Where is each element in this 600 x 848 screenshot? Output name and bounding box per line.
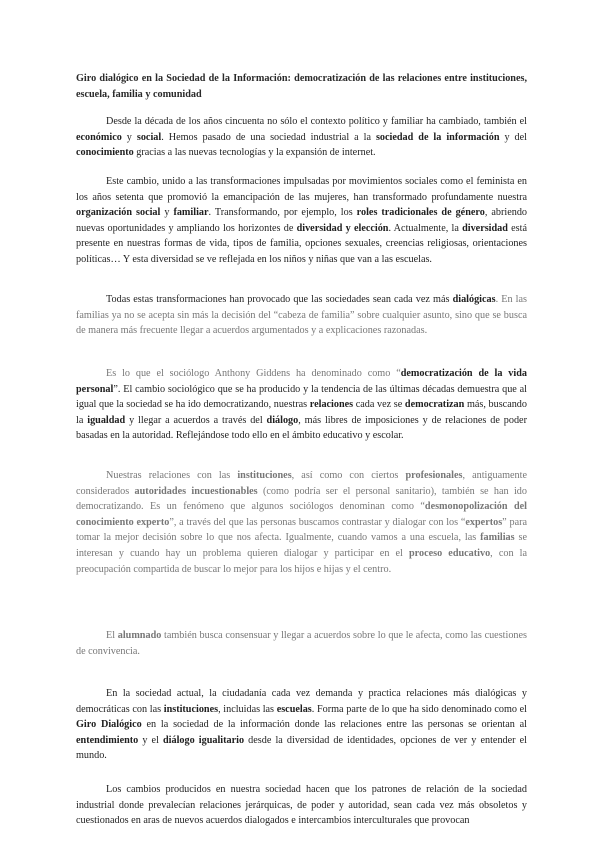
bold-text: entendimiento <box>76 734 139 746</box>
text-run: más, buscando la <box>76 399 527 426</box>
text-run: , así como con ciertos <box>291 470 406 481</box>
bold-text: diversidad y elección <box>296 222 389 234</box>
bold-text: profesionales <box>405 470 463 481</box>
text-run: , abriendo nuevas oportunidades y ampliando los horizontes de <box>76 207 528 234</box>
text-run: Es lo que el sociólogo Anthony Giddens ha denominado como “ <box>106 368 401 379</box>
text-run: gracias a las nuevas tecnologías y la expansión de internet. <box>133 147 376 159</box>
text-run: . Transformando, por ejemplo, los <box>208 207 357 219</box>
text-run: . En las familias ya no se acepta sin más la decisión del “cabeza de familia” sobre cualquier asunto, sino que se busca de manera más frecuente llegar a acuerdos argumentados y a explicaciones razonadas. <box>76 294 527 337</box>
paragraph-4 <box>76 366 527 444</box>
paragraph-3 <box>76 292 527 339</box>
document-title: Giro dialógico en la Sociedad de la Información: democratización de las relaciones entre instituciones, escuela, familia y comunidad <box>76 73 527 100</box>
bold-text: proceso educativo <box>408 547 491 559</box>
text-run: , con la preocupación compartida de buscar lo mejor para los hijos e hijas y el centro. <box>76 547 527 575</box>
text-run: ” para tomar la mejor decisión sobre lo que nos afecta. Igualmente, cuando vamos a una escuela, las <box>76 516 528 544</box>
text-run: se interesan y cuando hay un problema quieren dialogar y participar en el <box>76 532 527 559</box>
bold-text: conocimiento <box>76 147 134 159</box>
text-run: también busca consensuar y llegar a acuerdos sobre lo que le afecta, como las cuestiones de convivencia. <box>76 630 527 657</box>
text-run: El <box>106 630 118 641</box>
bold-text: instituciones <box>237 470 292 481</box>
bold-text: Giro Dialógico <box>76 719 142 731</box>
text-run: está presente en nuestras formas de vida, tipos de familia, opciones sexuales, creencias religiosas, orientaciones políticas… Y esta diversidad se ve reflejada en los niños y niñas que van a las escuelas. <box>76 222 527 265</box>
bold-text: sociedad de la información <box>375 131 500 143</box>
bold-text: social <box>136 131 162 143</box>
paragraph-6 <box>76 628 527 659</box>
paragraph-8 <box>76 782 527 829</box>
text-run: desde la diversidad de identidades, opciones de ver y entender el mundo. <box>76 734 527 762</box>
bold-text: democratizan <box>404 399 465 411</box>
text-run: ”, a través del que las personas buscamos contrastar y dialogar con los “ <box>169 516 466 528</box>
text-run: Todas estas transformaciones han provocado que las sociedades sean cada vez más <box>106 294 453 305</box>
bold-text: dialógicas <box>452 294 496 305</box>
bold-text: económico <box>76 131 122 143</box>
text-run: (como podría ser el personal sanitario), también se han ido democratizando. Es un fenómeno que algunos sociólogos denominan como “ <box>76 485 527 513</box>
text-run: y llegar a acuerdos a través del <box>125 414 267 426</box>
text-run: y el <box>138 734 163 746</box>
bold-text: democratización de la vida personal <box>76 368 527 395</box>
bold-text: organización social <box>76 207 161 219</box>
text-run: Nuestras relaciones con las <box>106 470 238 481</box>
text-run: Este cambio, unido a las transformaciones impulsadas por movimientos sociales como el feminista en los años setenta que promovió la emancipación de las mujeres, han transformado profundamente nuestra <box>76 176 527 203</box>
bold-text: diálogo <box>266 414 299 426</box>
text-run: Los cambios producidos en nuestra sociedad hacen que los patrones de relación de la sociedad industrial donde prevalecían relaciones jerárquicas, de poder y autoridad, sean cada vez más obsoletos y cuestionados en aras de nuevos acuerdos dialogados e intercambios interculturales que provocan <box>76 784 527 827</box>
text-run: y <box>160 207 174 219</box>
bold-text: autoridades incuestionables <box>134 485 258 497</box>
text-run: Desde la década de los años cincuenta no sólo el contexto político y familiar ha cambiado, también el <box>106 116 527 127</box>
document-page <box>76 60 528 827</box>
bold-text: escuelas <box>276 703 312 715</box>
text-run: cada vez se <box>353 399 405 411</box>
bold-text: expertos <box>465 516 503 528</box>
text-run: . Actualmente, la <box>388 222 463 234</box>
text-run: y del <box>499 131 528 143</box>
paragraph-2 <box>76 174 527 268</box>
bold-text: diálogo igualitario <box>163 734 245 746</box>
bold-text: familiar <box>173 207 209 219</box>
paragraph-5 <box>76 468 527 577</box>
text-run: En la sociedad actual, la ciudadanía cada vez demanda y practica relaciones más dialógicas y democráticas con las <box>76 688 527 715</box>
text-run: . Forma parte de lo que ha sido denominado como el <box>311 703 528 715</box>
bold-text: roles tradicionales de género <box>356 207 485 219</box>
text-run: en la sociedad de la información donde las relaciones entre las personas se orientan al <box>141 719 527 731</box>
bold-text: alumnado <box>117 630 162 641</box>
text-run: , incluidas las <box>218 703 277 715</box>
bold-text: relaciones <box>309 399 354 411</box>
text-run: . Hemos pasado de una sociedad industrial a la <box>161 131 376 143</box>
text-run: y <box>121 131 137 143</box>
bold-text: desmonopolización del conocimiento experto <box>76 501 527 528</box>
bold-text: instituciones <box>163 703 219 715</box>
bold-text: diversidad <box>462 222 508 234</box>
bold-text: familias <box>480 532 515 544</box>
text-run: ”. El cambio sociológico que se ha producido y la tendencia de las últimas décadas demuestra que al igual que la sociedad se ha ido democratizando, nuestras <box>76 383 527 411</box>
paragraph-7 <box>76 686 527 764</box>
text-run: , más libres de imposiciones y de relaciones de poder basadas en la autoridad. Reflejándose todo ello en el ámbito educativo y escolar. <box>76 414 527 442</box>
bold-text: igualdad <box>87 414 126 426</box>
text-run: , antiguamente considerados <box>76 470 527 497</box>
paragraph-1 <box>76 114 527 161</box>
